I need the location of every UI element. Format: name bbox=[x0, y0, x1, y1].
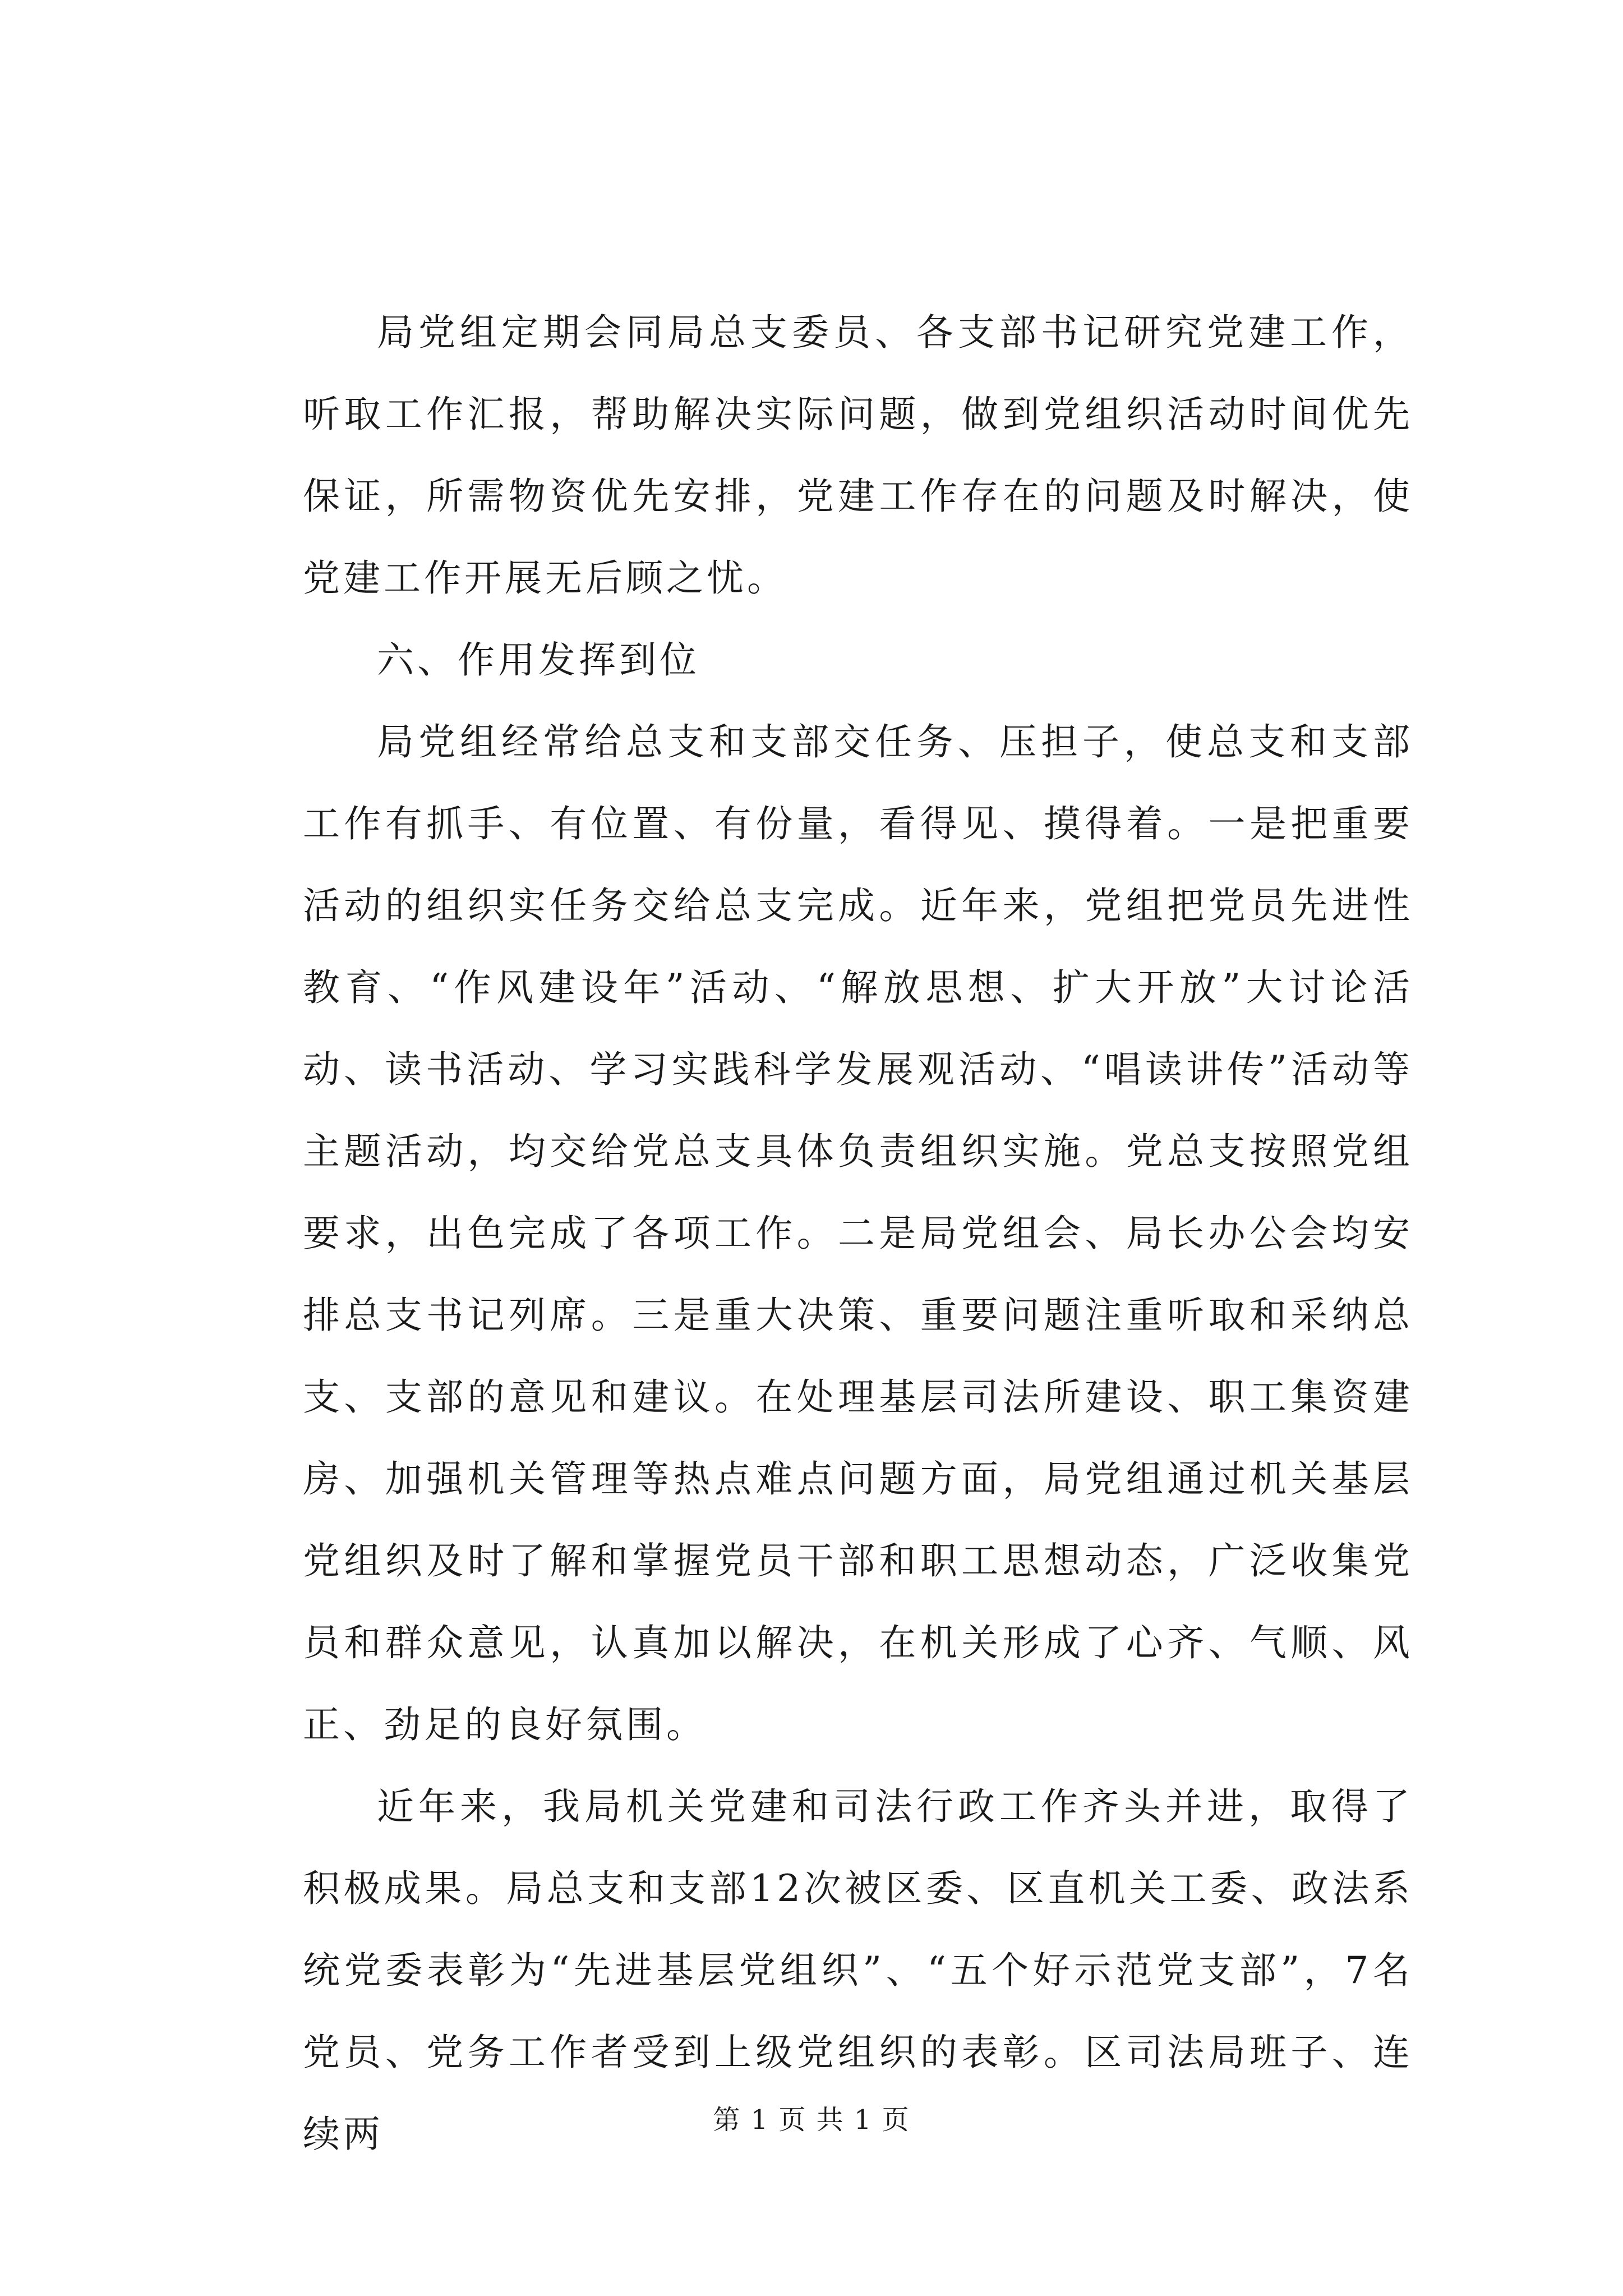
section-heading: 六、作用发挥到位 bbox=[377, 638, 700, 682]
page-number-footer: 第 1 页 共 1 页 bbox=[713, 2104, 910, 2136]
paragraph: 局党组经常给总支和支部交任务、压担子，使总支和支部工作有抓手、有位置、有份量，看得见、摸得着。一是把重要活动的组织实任务交给总支完成。近年来，党组把党员先进性教育、“作风建设年”活动、“解放思想、扩大开放”大讨论活动、读书活动、学习实践科学发展观活动、“唱读讲传”活动等主题活动，均交给党总支具体负责组织实施。党总支按照党组要求，出色完成了各项工作。二是局党组会、局长办公会均安排总支书记列席。三是重大决策、重要问题注重听取和采纳总支、支部的意见和建议。在处理基层司法所建设、职工集资建房、加强机关管理等热点难点问题方面，局党组通过机关基层党组织及时了解和掌握党员干部和职工思想动态，广泛收集党员和群众意见，认真加以解决，在机关形成了心齐、气顺、风正、劲足的良好氛围。 bbox=[303, 720, 1413, 1746]
document-body bbox=[303, 292, 1413, 2175]
paragraph: 局党组定期会同局总支委员、各支部书记研究党建工作，听取工作汇报，帮助解决实际问题，做到党组织活动时间优先保证，所需物资优先安排，党建工作存在的问题及时解决，使党建工作开展无后顾之忧。 bbox=[303, 311, 1413, 600]
paragraph: 近年来，我局机关党建和司法行政工作齐头并进，取得了积极成果。局总支和支部12次被区委、区直机关工委、政法系统党委表彰为“先进基层党组织”、“五个好示范党支部”，7名党员、党务工作者受到上级党组织的表彰。区司法局班子、连续两 bbox=[303, 1785, 1413, 2156]
